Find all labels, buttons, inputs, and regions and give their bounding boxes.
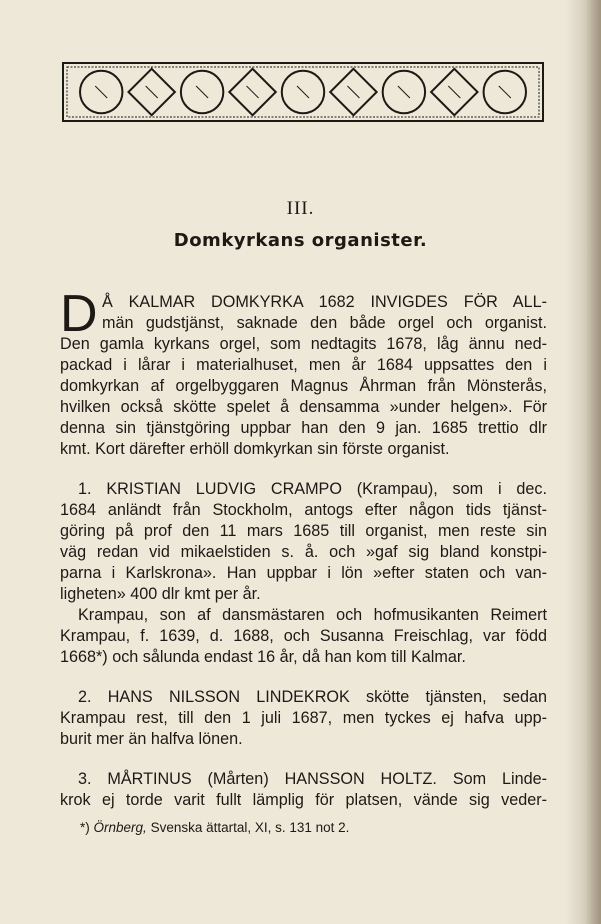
text-line: Krampau rest, till den 1 juli 1687, men tyckes ej hafva upp- <box>60 709 547 727</box>
text-line: Krampau, f. 1639, d. 1688, och Susanna Freischlag, var född <box>60 627 547 645</box>
text-line: göring på prof den 11 mars 1685 till organist, men reste sin <box>60 522 547 540</box>
ornament-inner-stroke <box>146 86 158 98</box>
chapter-number: III. <box>286 198 315 219</box>
text-line: 3. MÅRTINUS (Mårten) HANSSON HOLTZ. Som Linde- <box>78 770 547 788</box>
text-line: ligheten» 400 dlr kmt per år. <box>60 585 261 603</box>
text-line: 1668*) och sålunda endast 16 år, då han kom till Kalmar. <box>60 648 466 666</box>
footnote <box>80 820 349 835</box>
text-line: hvilken också skötte spelet å densamma »under helgen». För <box>60 398 547 416</box>
ornament-inner-stroke <box>347 86 359 98</box>
text-line: parna i Karlskrona». Han uppbar i lön »efter staten och van- <box>60 564 547 582</box>
decorative-border-ornament <box>62 62 544 122</box>
ornament-inner-stroke <box>398 86 410 98</box>
text-line: 1. KRISTIAN LUDVIG CRAMPO (Krampau), som i dec. <box>78 480 547 498</box>
ornament-inner-stroke <box>297 86 309 98</box>
ornament-inner-stroke <box>448 86 460 98</box>
drop-cap-letter: D <box>60 285 98 343</box>
text-line: Den gamla kyrkans orgel, som nedtagits 1678, låg ännu ned- <box>60 335 547 353</box>
text-line: burit mer än halfva lönen. <box>60 730 243 748</box>
text-line: packad i lårar i materialhuset, men år 1684 uppsattes den i <box>60 356 547 374</box>
text-line: 1684 anländt från Stockholm, antogs efter någon tids tjänst- <box>60 501 547 519</box>
text-line: män gudstjänst, saknade den både orgel och organist. <box>102 314 547 332</box>
text-line: kmt. Kort därefter erhöll domkyrkan sin förste organist. <box>60 440 450 458</box>
text-line: Krampau, son af dansmästaren och hofmusikanten Reimert <box>78 606 547 624</box>
ornament-inner-stroke <box>196 86 208 98</box>
text-line: Å KALMAR DOMKYRKA 1682 INVIGDES FÖR ALL- <box>102 293 547 311</box>
chapter-title: Domkyrkans organister. <box>173 230 428 251</box>
page-spine-shadow <box>587 0 601 924</box>
text-line: denna sin tjänstgöring uppbar han den 9 jan. 1685 trettio dlr <box>60 419 547 437</box>
ornament-inner-stroke <box>247 86 259 98</box>
ornament-inner-stroke <box>499 86 511 98</box>
text-line: 2. HANS NILSSON LINDEKROK skötte tjänsten, sedan <box>78 688 547 706</box>
footnote-marker: *) <box>80 820 90 835</box>
footnote-author: Örnberg, <box>93 820 147 835</box>
ornament-inner-stroke <box>95 86 107 98</box>
text-line: krok ej torde varit fullt lämplig för platsen, vände sig veder- <box>60 791 547 809</box>
text-line: väg redan vid mikaelstiden s. å. och »gaf sig bland konstpi- <box>60 543 547 561</box>
footnote-text: Svenska ättartal, XI, s. 131 not 2. <box>150 820 350 835</box>
text-line: domkyrkan af orgelbyggaren Magnus Åhrman från Mönsterås, <box>60 377 547 395</box>
